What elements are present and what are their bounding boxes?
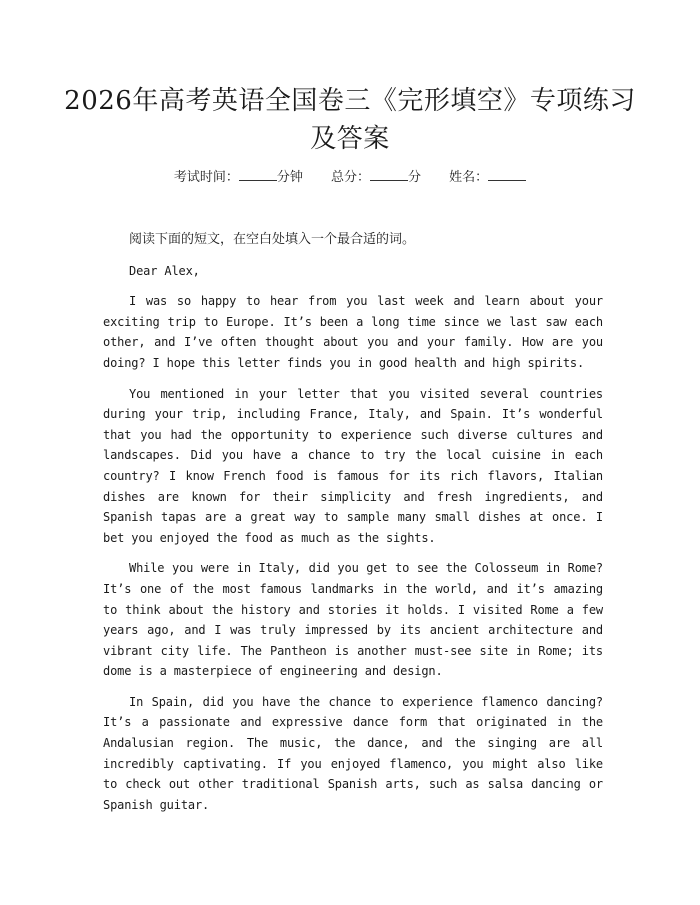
exam-time-label: 考试时间：: [173, 170, 239, 185]
page-title: 2026年高考英语全国卷三《完形填空》专项练习及答案: [64, 86, 636, 154]
student-name-field: [449, 170, 526, 185]
letter-paragraph: You mentioned in your letter that you visited several countries during your trip, including France, Italy, and Spain. It’s wonderful that you had the opportunity to experience such diverse cultures and landscapes. Did you have a chance to try the local cuisine in each country? I know French food is famous for its rich flavors, Italian dishes are known for their simplicity and fresh ingredients, and Spanish tapas are a great way to sample many small dishes at once. I bet you enjoyed the food as much as the sights.: [103, 386, 603, 545]
document-body: [103, 230, 603, 825]
letter-salutation: Dear Alex,: [129, 263, 200, 278]
exam-time-unit: 分钟: [276, 170, 303, 185]
total-score-label: 总分：: [330, 170, 370, 185]
total-score-unit: 分: [408, 170, 422, 185]
exam-time-blank[interactable]: [239, 168, 277, 181]
letter-paragraph: I was so happy to hear from you last week and learn about your exciting trip to Europe. It’s been a long time since we last saw each other, and I’ve often thought about you and your family. How are you doing? I hope this letter finds you in good health and high spirits.: [103, 294, 603, 370]
exam-time-field: [174, 170, 307, 185]
student-name-blank[interactable]: [488, 168, 526, 181]
instruction-text: 阅读下面的短文，在空白处填入一个最合适的词。: [129, 232, 416, 247]
student-name-label: 姓名：: [449, 170, 489, 185]
total-score-blank[interactable]: [370, 168, 408, 181]
letter-paragraph: While you were in Italy, did you get to see the Colosseum in Rome? It’s one of the most famous landmarks in the world, and it’s amazing to think about the history and stories it holds. I visited Rome a few years ago, and I was truly impressed by its ancient architecture and vibrant city life. The Pantheon is another must-see site in Rome; its dome is a masterpiece of engineering and design.: [103, 561, 603, 679]
letter-paragraph: In Spain, did you have the chance to experience flamenco dancing? It’s a passionate and expressive dance form that originated in the Andalusian region. The music, the dance, and the singing are all incredibly captivating. If you enjoyed flamenco, you might also like to check out other traditional Spanish arts, such as salsa dancing or Spanish guitar.: [103, 694, 603, 812]
exam-info-line: [0, 168, 700, 187]
total-score-field: [331, 170, 425, 185]
